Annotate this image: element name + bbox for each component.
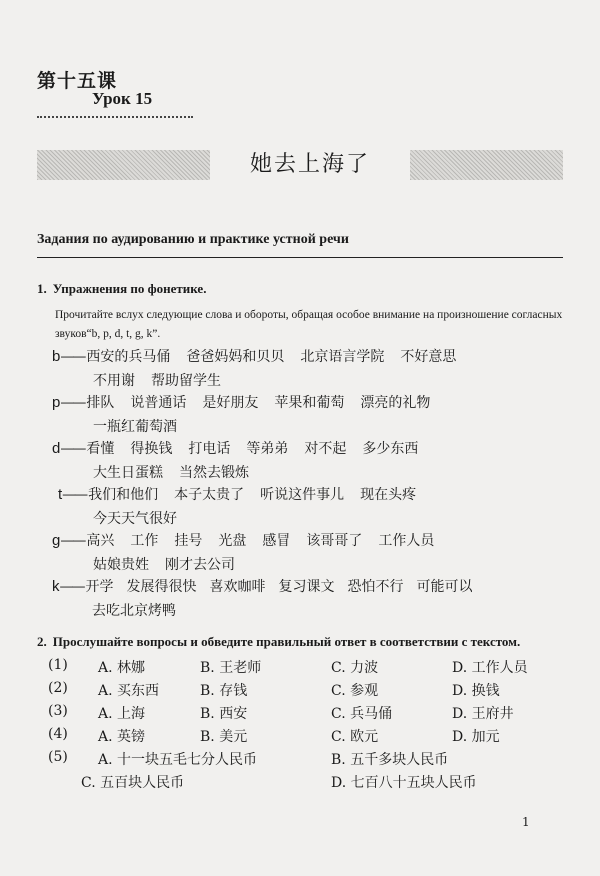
consonant-letter: p [52,394,61,411]
word: 不好意思 [400,349,457,365]
word: 高兴 [86,533,115,549]
exercise-1-instruction: Прочитайте вслух следующие слова и обороты, обращая особое внимание на произношение согласных звуков“b, p, d, t, g, k”. [55,309,563,340]
word: 当然去锻炼 [179,465,249,481]
phonetic-row-d-continued [93,462,265,482]
word: 开学 [85,579,114,595]
lesson-number-chinese: 第十五课 [37,70,118,92]
word: 喜欢咖啡 [209,579,266,595]
word: 对不起 [304,441,347,457]
word: 听说这件事儿 [260,487,345,503]
word: 打电话 [188,441,231,457]
consonant-letter: d [52,440,61,457]
option-d[interactable]: D. 工作人员 [452,660,528,676]
page-number: 1 [522,815,530,829]
option-c[interactable]: C. 兵马俑 [331,706,393,722]
word: 爸爸妈妈和贝贝 [186,349,285,365]
consonant-letter: k [52,578,60,595]
word: 光盘 [218,533,247,549]
phonetic-row-b [52,346,472,366]
phonetic-row-g [52,530,450,550]
phonetic-row-d [52,438,434,458]
option-b[interactable]: B. 存钱 [200,683,248,699]
word: 大生日蛋糕 [93,465,163,481]
option-c[interactable]: C. 参观 [331,683,379,699]
word: 苹果和葡萄 [274,395,345,411]
word: 等弟弟 [246,441,289,457]
word: 今天天气很好 [93,511,177,527]
word: 该哥哥了 [306,533,363,549]
phonetic-row-b-continued [93,370,237,390]
option-d[interactable]: D. 七百八十五块人民币 [331,775,477,791]
word: 漂亮的礼物 [360,395,431,411]
option-d[interactable]: D. 换钱 [452,683,500,699]
exercise-title-text: Упражнения по фонетике. [52,281,207,296]
section-divider [37,257,563,258]
word: 北京语言学院 [300,349,385,365]
dash: —— [60,349,85,365]
word: 复习课文 [278,579,335,595]
dash: —— [60,441,85,457]
question-row [48,749,568,771]
option-b[interactable]: B. 王老师 [200,660,262,676]
phonetic-row-g-continued [93,554,251,574]
option-c[interactable]: C. 力波 [331,660,379,676]
exercise-number: 1. [37,281,47,296]
option-a[interactable]: A. 林娜 [98,660,146,676]
word: 西安的兵马俑 [86,349,171,365]
word: 工作人员 [378,533,435,549]
word: 多少东西 [362,441,419,457]
lesson-number-russian: Урок 15 [92,89,153,108]
option-a[interactable]: A. 买东西 [98,683,160,699]
question-number: (5) [48,749,68,765]
phonetic-row-t-continued [93,508,193,528]
word: 得换钱 [130,441,173,457]
question-row [48,657,568,679]
word: 不用谢 [93,373,135,389]
word: 姑娘贵姓 [93,557,149,573]
question-number: (4) [48,726,68,742]
question-row [48,680,568,702]
exercise-1-title [37,281,206,297]
word: 帮助留学生 [151,373,221,389]
word: 去吃北京烤鸭 [92,603,176,619]
phonetic-row-k [52,576,473,596]
word: 我们和他们 [88,487,159,503]
question-row-continued [48,772,568,794]
exercise-2-title [37,634,520,650]
option-d[interactable]: D. 王府井 [452,706,514,722]
phonetic-row-p-continued [93,416,193,436]
phonetic-row-t [58,484,432,504]
exercise-number: 2. [37,634,47,649]
question-row [48,726,568,748]
word: 恐怕不行 [347,579,404,595]
option-a[interactable]: A. 英镑 [98,729,146,745]
option-c[interactable]: C. 欧元 [331,729,379,745]
word: 刚才去公司 [165,557,235,573]
option-d[interactable]: D. 加元 [452,729,500,745]
consonant-letter: t [58,486,63,503]
word: 本子太贵了 [174,487,245,503]
consonant-letter: g [52,532,61,549]
phonetic-row-k-continued [92,600,192,620]
dash: —— [62,487,87,503]
dash: —— [60,395,85,411]
question-number: (3) [48,703,68,719]
exercise-title-text: Прослушайте вопросы и обведите правильный ответ в соответствии с текстом. [52,634,521,649]
word: 可能可以 [416,579,473,595]
dash: —— [59,579,84,595]
word: 说普通话 [130,395,187,411]
word: 发展得很快 [126,579,197,595]
option-a[interactable]: A. 上海 [98,706,146,722]
word: 看懂 [86,441,115,457]
section-heading: Задания по аудированию и практике устной речи [37,232,349,247]
question-row [48,703,568,725]
consonant-letter: b [52,348,61,365]
word: 感冒 [262,533,291,549]
lesson-title: 她去上海了 [210,144,410,186]
option-a[interactable]: A. 十一块五毛七分人民币 [98,752,258,768]
word: 是好朋友 [202,395,259,411]
word: 工作 [130,533,159,549]
question-number: (2) [48,680,68,696]
word: 现在头疼 [360,487,417,503]
option-b[interactable]: B. 美元 [200,729,248,745]
word: 挂号 [174,533,203,549]
option-b[interactable]: B. 西安 [200,706,248,722]
option-b[interactable]: B. 五千多块人民币 [331,752,449,768]
option-c[interactable]: C. 五百块人民币 [81,775,185,791]
question-number: (1) [48,657,68,673]
dash: —— [60,533,85,549]
dotted-divider [37,116,193,118]
phonetic-row-p [52,392,446,412]
word: 排队 [86,395,115,411]
word: 一瓶红葡萄酒 [93,419,177,435]
